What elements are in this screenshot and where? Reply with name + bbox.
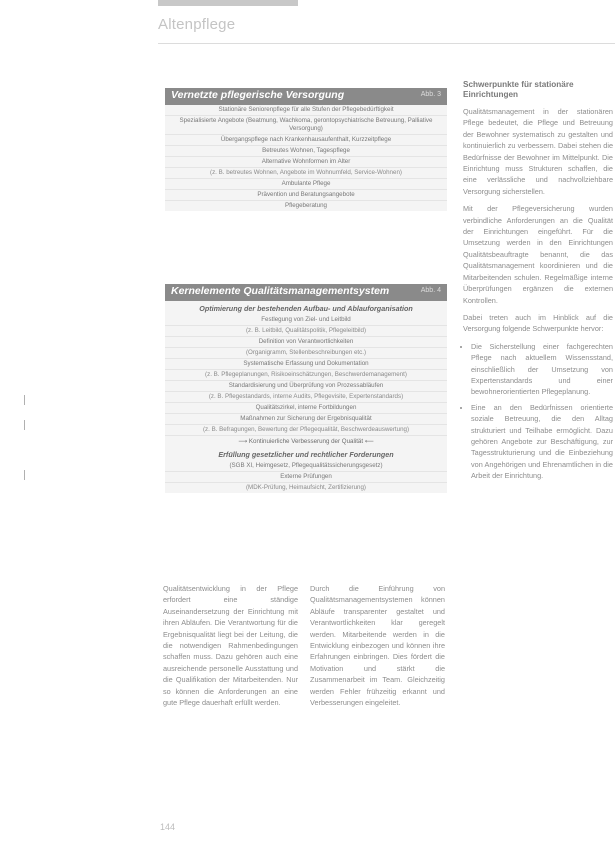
figure-body [165, 301, 447, 493]
body-text-column-1: Qualitätsentwicklung in der Pflege erfordert eine ständige Auseinandersetzung der Einrichtung mit ihren Abläufen. Die Verantwortung für die Ergebnisqualität liegt bei der Leitung, die die notwendigen Rahmenbedingungen schaffen muss. Dazu gehören auch eine ausreichende personelle Ausstattung und die Qualifikation der Mitarbeitenden. Nur so können die Anforderungen an eine gute Pflege dauerhaft erfüllt werden. [163, 584, 298, 708]
figure-title: Vernetzte pflegerische Versorgung [171, 89, 345, 101]
paragraph: Qualitätsmanagement in der stationären Pflege bedeutet, die Pflege und Betreuung der Bewohner systematisch zu gestalten und kontinuierlich zu verbessern. Dabei stehen die Bedürfnisse der Bewohner im Mittelpunkt. Die Einrichtung muss Strukturen schaffen, die eine verlässliche und nachvollziehbare Versorgung sicherstellen. [463, 107, 613, 196]
figure-header [165, 88, 447, 105]
figure-qualitaetsmanagement [165, 284, 447, 493]
figure-vernetzte-versorgung [165, 88, 447, 211]
figure-item: (z. B. Befragungen, Bewertung der Pflegequalität, Beschwerdeauswertung) [165, 424, 447, 435]
right-text-column [463, 80, 613, 486]
figure-item: Ambulante Pflege [165, 178, 447, 189]
list-item: • Die Sicherstellung einer fachgerechten Pflege nach aktuellem Wissensstand, einschließlich der Umsetzung von Expertenstandards und einer bewohnerorientierten Pflegeplanung. [471, 341, 613, 398]
figure-item: Externe Prüfungen [165, 471, 447, 482]
figure-item: (z. B. Leitbild, Qualitätspolitik, Pflegeleitbild) [165, 325, 447, 336]
figure-subheading: Optimierung der bestehenden Aufbau- und Ablauforganisation [199, 304, 413, 313]
running-header-title: Altenpflege [158, 16, 236, 33]
figure-tag: Abb. 4 [420, 287, 441, 294]
figure-subheading: Erfüllung gesetzlicher und rechtlicher Forderungen [218, 450, 394, 459]
figure-item: Definition von Verantwortlichkeiten [165, 336, 447, 347]
list-item: • Eine an den Bedürfnissen orientierte soziale Betreuung, die den Alltag strukturiert und Teilhabe ermöglicht. Dazu gehören Angebote zur Beschäftigung, zur Tagesstrukturierung und die Einbeziehung von Angehörigen und Ehrenamtlichen in die Arbeit der Einrichtung. [471, 402, 613, 482]
figure-item: Prävention und Beratungsangebote [165, 189, 447, 200]
figure-item: Maßnahmen zur Sicherung der Ergebnisqualität [165, 413, 447, 424]
header-bar [158, 0, 298, 6]
figure-item: Übergangspflege nach Krankenhausaufenthalt, Kurzzeitpflege [165, 134, 447, 145]
figure-item: (SGB XI, Heimgesetz, Pflegequalitätssicherungsgesetz) [229, 462, 383, 469]
figure-item: (z. B. Pflegeplanungen, Risikoeinschätzungen, Beschwerdemanagement) [165, 369, 447, 380]
figure-item: Alternative Wohnformen im Alter [165, 156, 447, 167]
figure-title: Kernelemente Qualitätsmanagementsystem [171, 285, 390, 297]
paragraph: Mit der Pflegeversicherung wurden verbindliche Anforderungen an die Qualität der Einrichtungen eingeführt. Für die Umsetzung werden in den Einrichtungen Qualitätsbeauftragte benannt, die das Qualitätsmanagement koordinieren und die Mitarbeitenden schulen. Regelmäßige interne Überprüfungen ergänzen die externen Kontrollen. [463, 204, 613, 305]
figure-item: (Organigramm, Stellenbeschreibungen etc.) [165, 347, 447, 358]
figure-item: Systematische Erfassung und Dokumentation [165, 358, 447, 369]
figure-item: Stationäre Seniorenpflege für alle Stufen der Pflegebedürftigkeit [218, 106, 394, 113]
figure-item: (MDK-Prüfung, Heimaufsicht, Zertifizierung) [165, 482, 447, 493]
figure-item: (z. B. Pflegestandards, interne Audits, Pflegevisite, Expertenstandards) [165, 391, 447, 402]
paragraph: Dabei treten auch im Hinblick auf die Versorgung folgende Schwerpunkte hervor: [463, 312, 613, 334]
section-heading: Schwerpunkte für stationäre Einrichtungen [463, 80, 574, 99]
figure-body [165, 105, 447, 211]
body-text-column-2: Durch die Einführung von Qualitätsmanagementsystemen können Abläufe transparenter gestaltet und Verantwortlichkeiten klar geregelt werden. Mitarbeitende werden in die Entwicklung einbezogen und können ihre Erfahrungen einbringen. Dies fördert die Motivation und stärkt die Zusammenarbeit im Team. Gleichzeitig werden Fehler frühzeitig erkannt und Verbesserungen eingeleitet. [310, 584, 445, 708]
page-number: 144 [160, 822, 176, 832]
figure-header [165, 284, 447, 301]
margin-mark [24, 470, 25, 480]
figure-item: Betreutes Wohnen, Tagespflege [165, 145, 447, 156]
bullet-list [463, 341, 613, 482]
figure-item: (z. B. betreutes Wohnen, Angebote im Wohnumfeld, Service-Wohnen) [165, 167, 447, 178]
figure-arrow-row: ⟶ Kontinuierliche Verbesserung der Qualität ⟵ [165, 435, 447, 447]
figure-item: Standardisierung und Überprüfung von Prozessabläufen [165, 380, 447, 391]
figure-item: Pflegeberatung [165, 200, 447, 211]
margin-mark [24, 395, 25, 405]
header-rule [158, 43, 615, 44]
figure-item: Spezialisierte Angebote (Beatmung, Wachkoma, gerontopsychiatrische Betreuung, Palliative Versorgung) [165, 115, 447, 134]
margin-mark [24, 420, 25, 430]
figure-item: Festlegung von Ziel- und Leitbild [261, 316, 351, 323]
figure-tag: Abb. 3 [420, 91, 441, 98]
figure-item: Qualitätszirkel, interne Fortbildungen [165, 402, 447, 413]
